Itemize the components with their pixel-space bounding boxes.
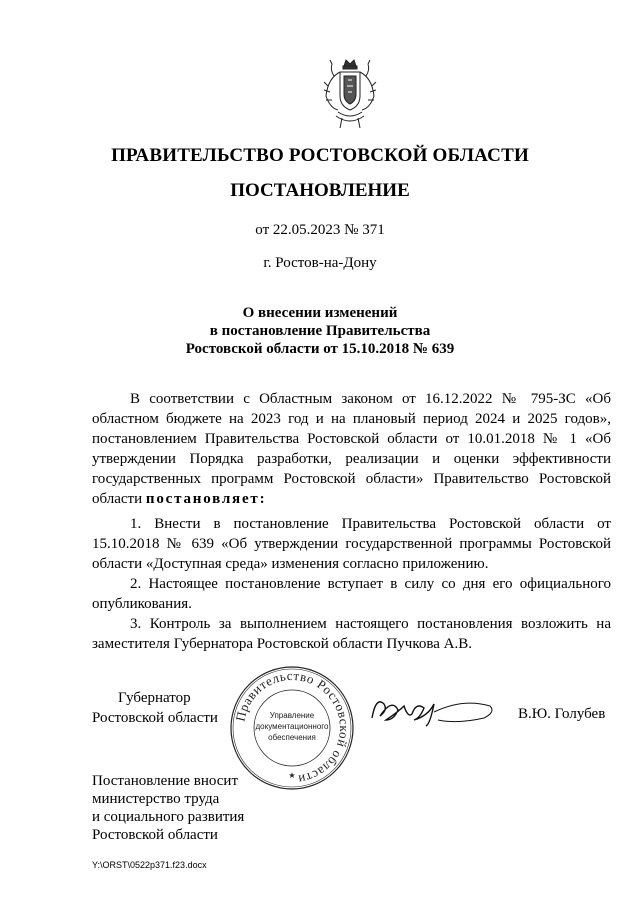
document-city: г. Ростов-на-Дону — [263, 255, 377, 271]
resolution-item: 3. Контроль за выполнением настоящего постановления возложить на заместителя Губернатора Ростовской области Пучкова А.В. — [92, 616, 611, 652]
preamble-paragraph — [92, 389, 611, 509]
signatory-role-line: Губернатор — [118, 690, 191, 706]
subject-line: О внесении изменений — [242, 305, 398, 321]
submitter-line: и социального развития — [92, 809, 245, 825]
signatory-role — [92, 688, 218, 728]
stamp-inner-line: Управление — [269, 711, 315, 720]
preamble-text: В соответствии с Областным законом от 16.12.2022 № 795-ЗС «Об областном бюджете на 2023 год и на плановый период 2024 и 2025 годов», постановлением Правительства Ростовской области от 10.01.2018 № 1 «Об утверждении Порядка разработки, реализации и оценки эффективности государственных программ Ростовской области» Правительство Ростовской области — [92, 391, 611, 507]
official-stamp — [228, 664, 356, 792]
submitter-line: Постановление вносит — [92, 773, 239, 789]
resolution-items — [92, 514, 611, 654]
document-date-number: от 22.05.2023 № 371 — [255, 222, 385, 238]
preamble-emphasis: постановляет: — [145, 491, 267, 507]
stamp-inner-line: документационного — [255, 722, 329, 731]
submitter-line: министерство труда — [92, 791, 220, 807]
stamp-inner-line: обеспечения — [268, 733, 316, 742]
government-title: ПРАВИТЕЛЬСТВО РОСТОВСКОЙ ОБЛАСТИ — [111, 145, 529, 166]
resolution-item: 1. Внести в постановление Правительства Ростовской области от 15.10.2018 № 639 «Об утверждении государственной программы Ростовской области «Доступная среда» изменения согласно приложению. — [92, 516, 611, 572]
coat-of-arms-icon — [318, 56, 382, 132]
signatory-role-line: Ростовской области — [92, 710, 218, 726]
stamp-ring-text: Правительство Ростовской области — [232, 667, 353, 788]
signatory-name: В.Ю. Голубев — [518, 706, 606, 722]
document-subject — [0, 304, 640, 358]
file-path: Y:\ORST\0522p371.f23.docx — [92, 860, 207, 870]
document-kind: ПОСТАНОВЛЕНИЕ — [230, 180, 410, 201]
submitter-note — [92, 772, 244, 844]
star-icon: ★ — [288, 771, 296, 780]
handwritten-signature — [368, 690, 498, 730]
subject-line: в постановление Правительства — [209, 323, 431, 339]
subject-line: Ростовской области от 15.10.2018 № 639 — [185, 341, 455, 357]
resolution-item: 2. Настоящее постановление вступает в силу со дня его официального опубликования. — [92, 576, 611, 612]
submitter-line: Ростовской области — [92, 827, 218, 843]
